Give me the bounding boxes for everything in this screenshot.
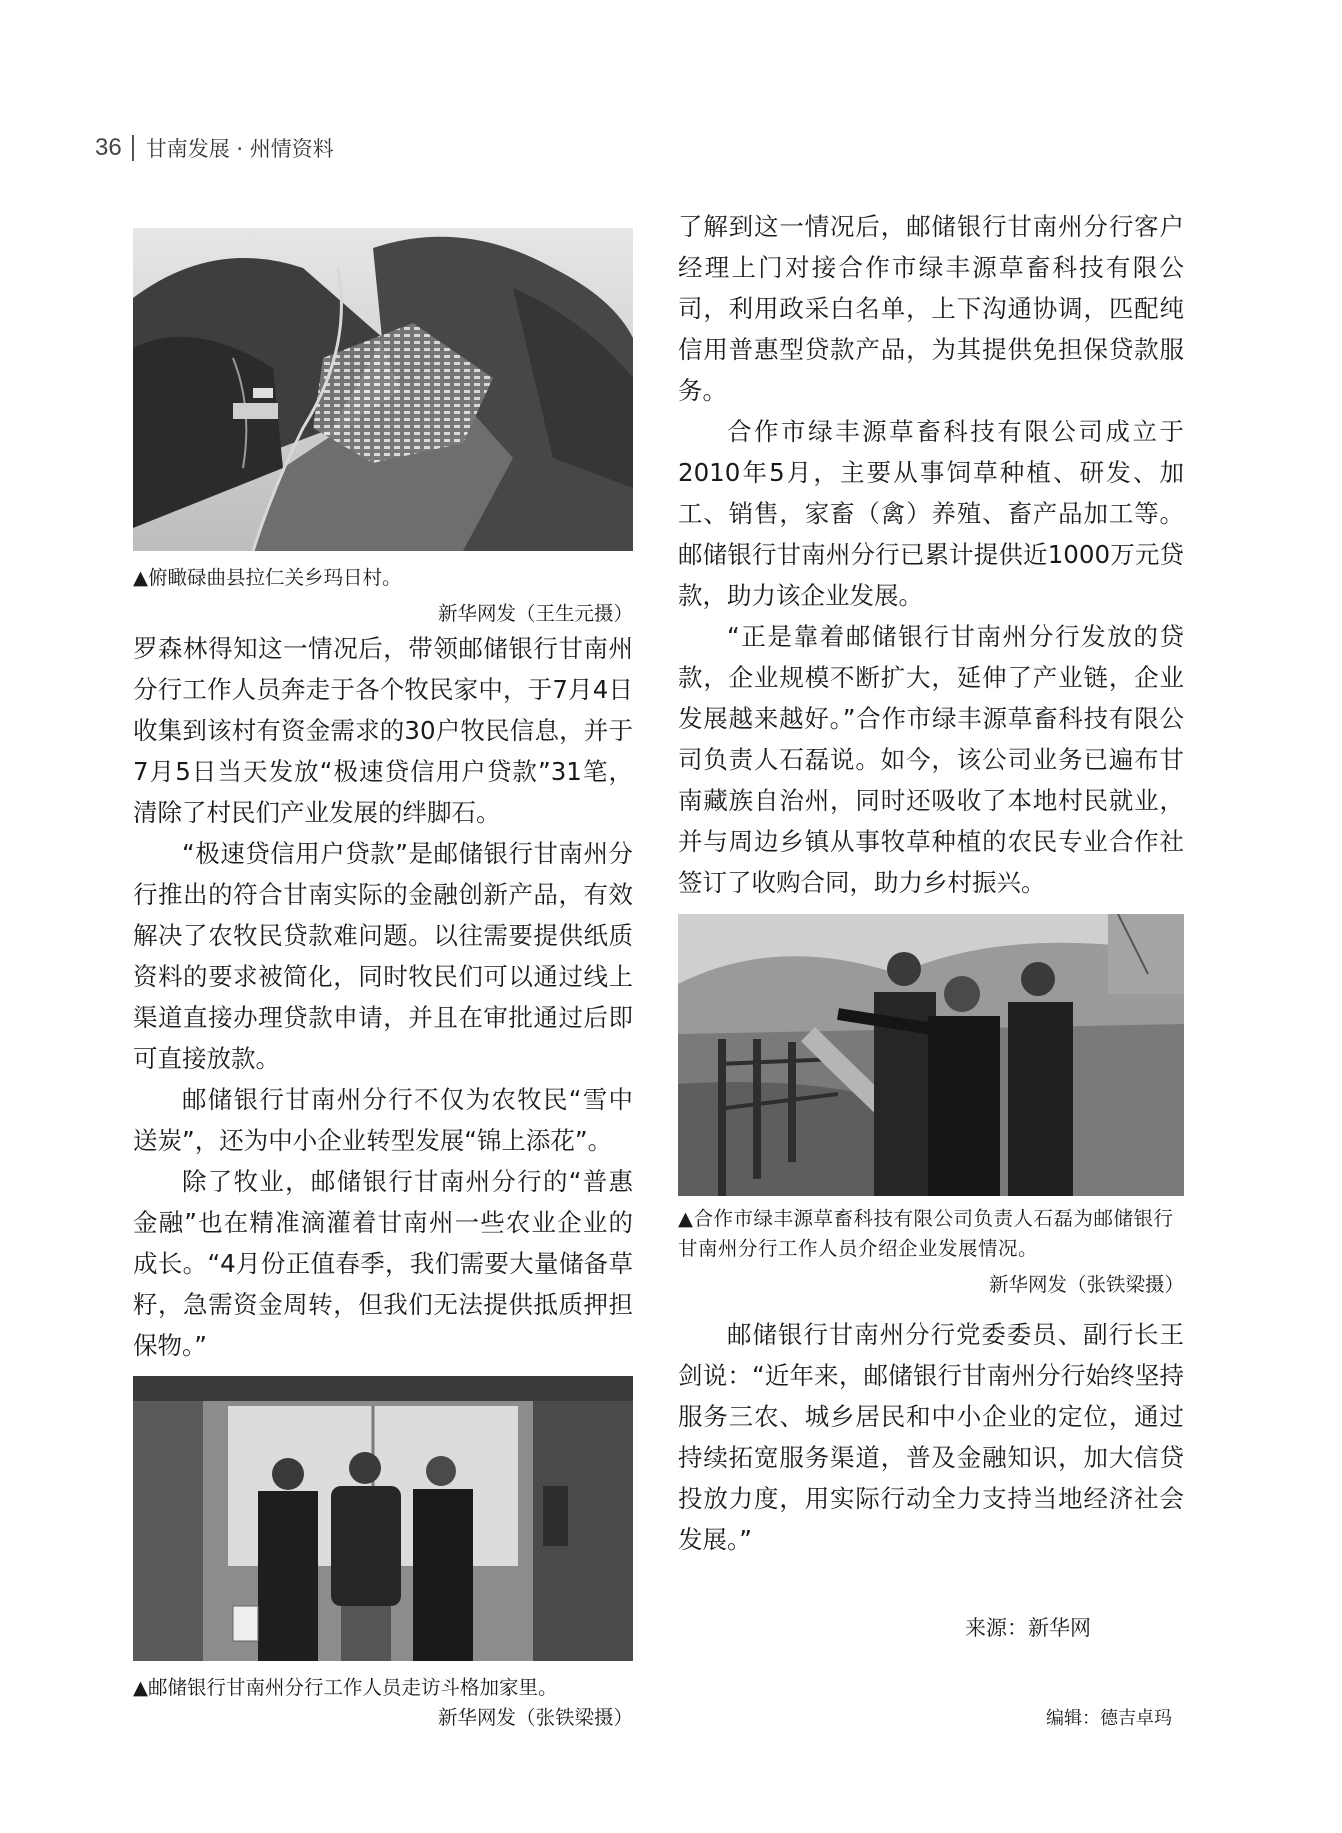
article-paragraph: 邮储银行甘南州分行党委委员、副行长王剑说：“近年来，邮储银行甘南州分行始终坚持服务三农、城乡居民和中小企业的定位，通过持续拓宽服务渠道，普及金融知识，加大信贷投放力度，用实际行动全力支持当地经济社会发展。” — [678, 1320, 1184, 1554]
page-header — [95, 133, 334, 163]
page-number: 36 — [95, 134, 122, 161]
right-column — [678, 206, 1184, 1560]
article-paragraph: 邮储银行甘南州分行不仅为农牧民“雪中送炭”，还为中小企业转型发展“锦上添花”。 — [133, 1085, 633, 1155]
article-paragraph: 了解到这一情况后，邮储银行甘南州分行客户经理上门对接合作市绿丰源草畜科技有限公司，利用政采白名单，上下沟通协调，匹配纯信用普惠型贷款产品，为其提供免担保贷款服务。 — [678, 212, 1184, 405]
family-visit-image — [133, 1376, 633, 1661]
photo-company-visit — [678, 914, 1184, 1196]
article-paragraph: 罗森林得知这一情况后，带领邮储银行甘南州分行工作人员奔走于各个牧民家中，于7月4日收集到该村有资金需求的30户牧民信息，并于7月5日当天发放“极速贷信用户贷款”31笔，清除了村民们产业发展的绊脚石。 — [133, 634, 633, 827]
header-divider — [132, 135, 134, 161]
article-paragraph: “极速贷信用户贷款”是邮储银行甘南州分行推出的符合甘南实际的金融创新产品，有效解决了农牧民贷款难问题。以往需要提供纸质资料的要求被简化，同时牧民们可以通过线上渠道直接办理贷款申请，并且在审批通过后即可直接放款。 — [133, 839, 633, 1073]
photo-aerial-village — [133, 228, 633, 551]
photo-caption: ▲邮储银行甘南州分行工作人员走访斗格加家里。 — [133, 1676, 558, 1699]
photo-family-visit — [133, 1376, 633, 1661]
company-visit-image — [678, 914, 1184, 1196]
photo-credit: 新华网发（张铁梁摄） — [988, 1273, 1184, 1296]
photo-credit: 新华网发（张铁梁摄） — [437, 1706, 633, 1729]
article-paragraph: 除了牧业，邮储银行甘南州分行的“普惠金融”也在精准滴灌着甘南州一些农业企业的成长。“4月份正值春季，我们需要大量储备草籽，急需资金周转，但我们无法提供抵质押担保物。” — [133, 1167, 633, 1360]
photo-caption: ▲合作市绿丰源草畜科技有限公司负责人石磊为邮储银行甘南州分行工作人员介绍企业发展情况。 — [678, 1207, 1174, 1260]
section-title: 甘南发展 · 州情资料 — [145, 137, 334, 161]
article-paragraph: “正是靠着邮储银行甘南州分行发放的贷款，企业规模不断扩大，延伸了产业链，企业发展越来越好。”合作市绿丰源草畜科技有限公司负责人石磊说。如今，该公司业务已遍布甘南藏族自治州，同时还吸收了本地村民就业，并与周边乡镇从事牧草种植的农民专业合作社签订了收购合同，助力乡村振兴。 — [678, 622, 1184, 897]
editor-line: 编辑：德吉卓玛 — [1046, 1708, 1172, 1729]
source-line: 来源：新华网 — [965, 1616, 1091, 1640]
article-paragraph: 合作市绿丰源草畜科技有限公司成立于2010年5月，主要从事饲草种植、研发、加工、销售，家畜（禽）养殖、畜产品加工等。邮储银行甘南州分行已累计提供近1000万元贷款，助力该企业发展。 — [678, 417, 1184, 610]
left-column — [133, 228, 633, 1733]
photo-credit: 新华网发（王生元摄） — [437, 602, 633, 625]
aerial-village-image — [133, 228, 633, 551]
photo-caption: ▲俯瞰碌曲县拉仁关乡玛日村。 — [133, 566, 402, 589]
